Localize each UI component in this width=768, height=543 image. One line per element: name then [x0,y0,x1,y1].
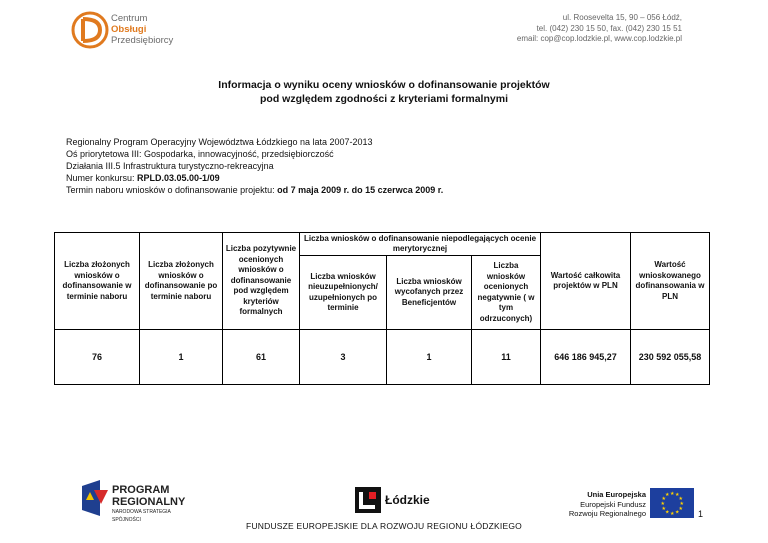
cell-incomplete: 3 [300,330,387,385]
program-regionalny-text [112,484,200,524]
results-table [54,232,710,385]
svg-text:★: ★ [678,496,683,502]
title-line: pod względem zgodności z kryteriami formalnymi [260,93,508,105]
svg-text:★: ★ [670,511,675,517]
application-period-label: Termin naboru wniosków o dofinansowanie projektu: [66,185,278,195]
header-rejected: Liczba wniosków ocenionych negatywnie ( w tym odrzuconych) [472,256,541,330]
contest-number-value: RPLD.03.05.00-1/09 [137,173,220,183]
cell-requested-funding: 230 592 055,58 [631,330,710,385]
action-name: Działania III.5 Infrastruktura turystyczno-rekreacyjna [66,161,274,171]
header-requested-funding: Wartość wnioskowanego dofinansowania w PLN [631,233,710,330]
eu-flag-icon [650,488,694,518]
svg-text:★: ★ [675,509,680,516]
cell-total-value: 646 186 945,27 [541,330,631,385]
cell-withdrawn: 1 [387,330,472,385]
header-submitted-late: Liczba złożonych wniosków o dofinansowanie po terminie naboru [140,233,223,330]
contest-number-label: Numer konkursu: [66,173,138,183]
cop-logo-line: Obsługi [111,24,147,35]
svg-text:★: ★ [661,496,666,502]
program-line: PROGRAM [112,484,170,496]
svg-text:★: ★ [665,509,670,516]
address-block [517,13,682,45]
address-line: email: cop@cop.lodzkie.pl, www.cop.lodzkie.pl [516,34,682,43]
svg-text:★: ★ [660,501,665,507]
svg-text:★: ★ [679,501,684,507]
lodzkie-text: Łódzkie [385,493,430,507]
program-info [66,136,443,196]
header-not-subject-to-merit-evaluation: Liczba wniosków o dofinansowanie niepodlegających ocenie merytorycznej [300,233,541,256]
lodzkie-logo [355,487,435,517]
eu-line: Rozwoju Regionalnego [568,509,646,518]
eu-text [568,490,646,519]
cop-logo-text [111,13,173,46]
header-total-value: Wartość całkowita projektów w PLN [541,233,631,330]
svg-text:★: ★ [675,492,680,498]
cell-submitted-on-time: 76 [55,330,140,385]
svg-text:★: ★ [661,506,666,512]
eu-line: Unia Europejska [587,490,646,499]
contest-number [66,172,443,184]
title-line: Informacja o wyniku oceny wniosków o dofinansowanie projektów [218,79,550,91]
document-title [0,78,768,106]
program-regionalny-logo [80,478,200,523]
cell-submitted-late: 1 [140,330,223,385]
header-withdrawn: Liczba wniosków wycofanych przez Beneficjentów [387,256,472,330]
application-period-value: od 7 maja 2009 r. do 15 czerwca 2009 r. [277,185,444,195]
program-line: REGIONALNY [112,496,186,508]
program-regionalny-icon [80,478,110,518]
program-name: Regionalny Program Operacyjny Województwa Łódzkiego na lata 2007-2013 [66,137,373,147]
cell-rejected: 11 [472,330,541,385]
cop-logo-line: Przedsiębiorcy [111,35,174,46]
header-submitted-on-time: Liczba złożonych wniosków o dofinansowanie w terminie naboru [55,233,140,330]
cop-logo-line: Centrum [111,13,148,24]
cop-logo-icon [70,10,110,50]
address-line: tel. (042) 230 15 50, fax. (042) 230 15 51 [536,23,682,33]
svg-text:★: ★ [665,492,670,498]
table-row [55,330,710,385]
eu-line: Europejski Fundusz [580,499,646,509]
program-line: NARODOWA STRATEGIA SPÓJNOŚCI [112,509,171,523]
lodzkie-icon [355,487,381,513]
svg-text:★: ★ [678,506,683,512]
header-positively-evaluated: Liczba pozytywnie ocenionych wniosków o dofinansowanie pod względem kryteriów formalnych [223,233,300,330]
footer-text: FUNDUSZE EUROPEJSKIE DLA ROZWOJU REGIONU ŁÓDZKIEGO [246,521,522,531]
application-period [66,184,443,196]
priority-axis: Oś priorytetowa III: Gospodarka, innowacyjność, przedsiębiorczość [66,149,334,159]
address-line: ul. Roosevelta 15, 90 – 056 Łódź, [562,13,682,22]
cell-positively-evaluated: 61 [223,330,300,385]
svg-text:★: ★ [670,491,675,497]
header-incomplete: Liczba wniosków nieuzupełnionych/ uzupełnionych po terminie [300,256,387,330]
page-number: 1 [698,509,704,519]
